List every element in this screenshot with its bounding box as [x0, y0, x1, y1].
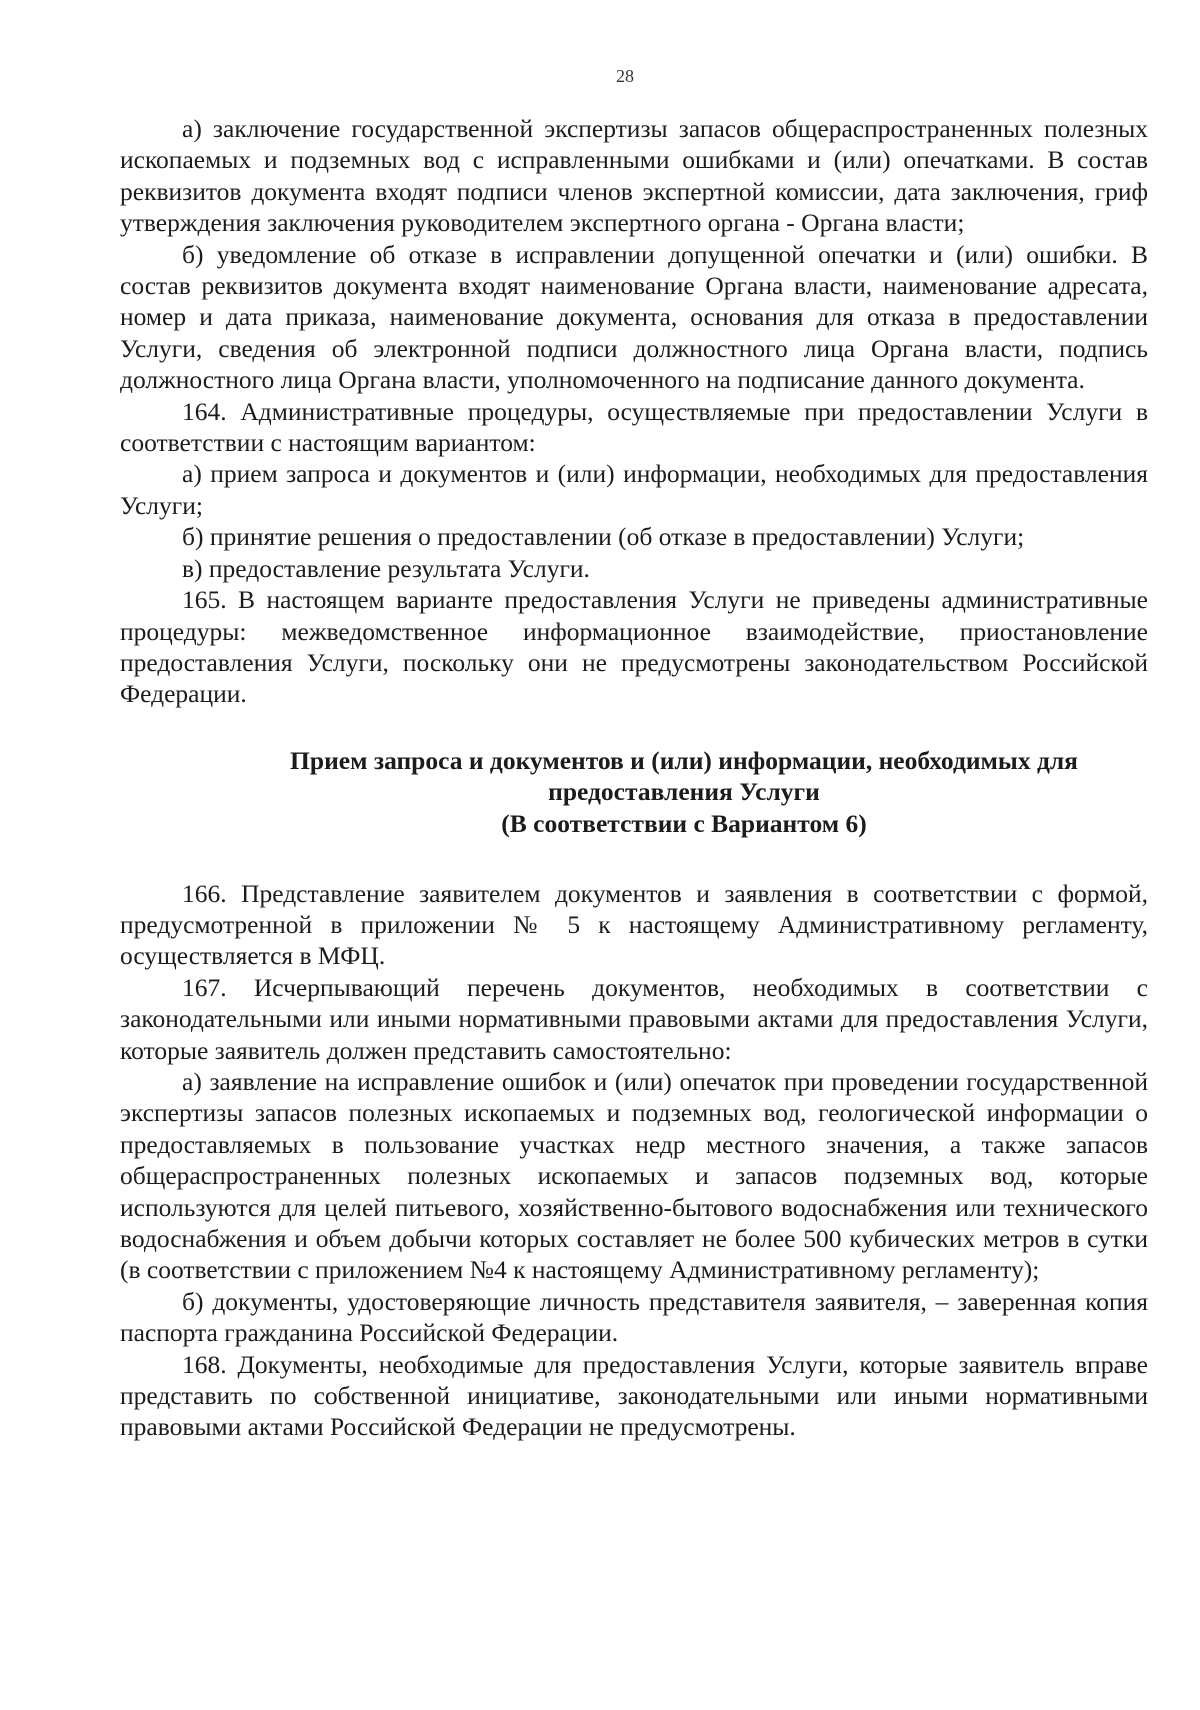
- paragraph-167-item-b: б) документы, удостоверяющие личность представителя заявителя, – заверенная копия паспорта гражданина Российской Федерации.: [120, 1286, 1148, 1348]
- paragraph-item-a-conclusion: а) заключение государственной экспертизы запасов общераспространенных полезных ископаемых и подземных вод с исправленными ошибками и (или) опечатками. В состав реквизитов документа входят подписи членов экспертной комиссии, дата заключения, гриф утверждения заключения руководителем экспертного органа - Органа власти;: [120, 114, 1148, 238]
- paragraph-item-b-refusal-notice: б) уведомление об отказе в исправлении допущенной опечатки и (или) ошибки. В состав реквизитов документа входят наименование Органа власти, наименование адресата, номер и дата приказа, наименование документа, основания для отказа в предоставлении Услуги, сведения об электронной подписи должностного лица Органа власти, подпись должностного лица Органа власти, уполномоченного на подписание данного документа.: [120, 239, 1148, 395]
- paragraph-164-item-a: а) прием запроса и документов и (или) информации, необходимых для предоставления Услуги;: [120, 459, 1148, 520]
- spacer: [120, 710, 1148, 745]
- section-heading-line-3: (В соответствии с Вариантом 6): [501, 808, 867, 838]
- document-body: [120, 113, 1148, 1443]
- paragraph-164-item-c: в) предоставление результата Услуги.: [182, 553, 590, 583]
- paragraph-167-item-a: а) заявление на исправление ошибок и (или) опечаток при проведении государственной экспертизы запасов полезных ископаемых и подземных вод, геологической информации о предоставляемых в пользование участках недр местного значения, а также запасов общераспространенных полезных ископаемых и запасов подземных вод, которые используются для целей питьевого, хозяйственно-бытового водоснабжения или технического водоснабжения и объем добычи которых составляет не более 500 кубических метров в сутки (в соответствии с приложением №4 к настоящему Административному регламенту);: [120, 1066, 1148, 1285]
- paragraph-165: 165. В настоящем варианте предоставления Услуги не приведены административные процедуры: межведомственное информационное взаимодействие, приостановление предоставления Услуги, поскольку они не предусмотрены законодательством Российской Федерации.: [120, 585, 1148, 709]
- section-heading: [120, 745, 1148, 840]
- paragraph-164-item-b: б) принятие решения о предоставлении (об отказе в предоставлении) Услуги;: [182, 522, 1025, 552]
- paragraph-168: 168. Документы, необходимые для предоставления Услуги, которые заявитель вправе представить по собственной инициативе, законодательными или иными нормативными правовыми актами Российской Федерации не предусмотрены.: [120, 1349, 1148, 1442]
- spacer: [120, 840, 1148, 878]
- section-heading-line-2: предоставления Услуги: [548, 777, 820, 807]
- section-heading-line-1: Прием запроса и документов и (или) информации, необходимых для: [290, 745, 1078, 775]
- paragraph-166: 166. Представление заявителем документов и заявления в соответствии с формой, предусмотренной в приложении № 5 к настоящему Административному регламенту, осуществляется в МФЦ.: [120, 878, 1148, 971]
- paragraph-167: 167. Исчерпывающий перечень документов, необходимых в соответствии с законодательными или иными нормативными правовыми актами для предоставления Услуги, которые заявитель должен представить самостоятельно:: [120, 972, 1148, 1065]
- paragraph-164: 164. Административные процедуры, осуществляемые при предоставлении Услуги в соответствии с настоящим вариантом:: [120, 396, 1148, 458]
- page-number: 28: [616, 66, 634, 86]
